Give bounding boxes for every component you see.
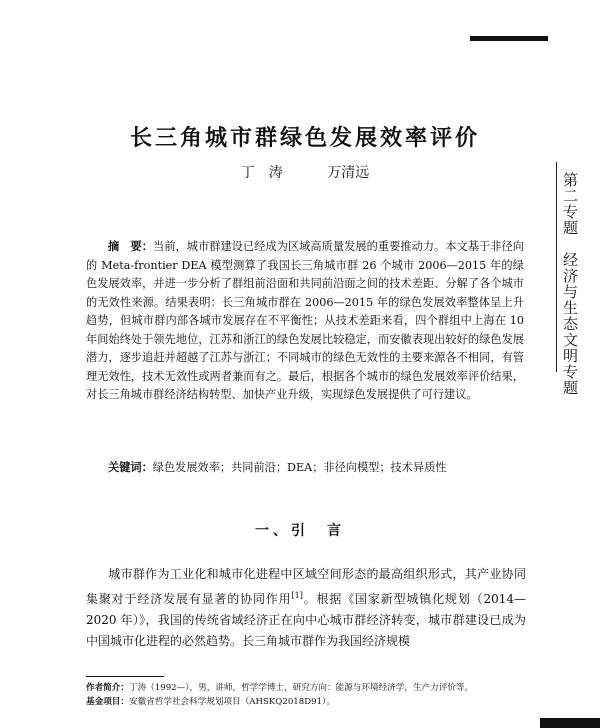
footnote-label: 基金项目： (86, 697, 129, 707)
footnote-text: 丁涛（1992—），男，讲师，哲学学博士，研究方向：能源与环境经济学，生产力评价等。 (128, 683, 474, 693)
footnote-author (86, 681, 526, 695)
header-rule (470, 36, 548, 41)
footnote-fund (86, 695, 526, 709)
keywords (108, 459, 528, 477)
side-divider (556, 162, 557, 372)
body-text: 城市群作为工业化和城市化进程中区域空间形态的最高组织形式，其产业协同集聚对于经济发展有显著的协同作用 (86, 567, 526, 606)
abstract (86, 238, 524, 405)
keywords-label: 关键词： (108, 461, 153, 474)
footnote-text: 安徽省哲学社会科学规划项目（AHSKQ2018D91）。 (128, 697, 335, 707)
section-heading: 一、引 言 (255, 523, 345, 539)
paper-title: 长三角城市群绿色发展效率评价 (129, 126, 480, 151)
body-text: 。根据《国家新型城镇化规划（2014—2020 年）》，我国的传统省域经济正在向中心城市群经济转变，城市群建设已成为中国城市化进程的必然趋势。长三角城市群作为我国经济规模 (86, 592, 526, 648)
author-name: 丁 涛 (240, 165, 283, 181)
page-corner-mark (540, 718, 600, 728)
footnotes (86, 681, 526, 709)
keywords-text: 绿色发展效率；共同前沿；DEA；非径向模型；技术异质性 (152, 461, 447, 474)
abstract-label: 摘 要： (108, 240, 154, 253)
column-label: 第二专题 经济与生态文明专题 (561, 172, 579, 396)
footnote-label: 作者简介： (86, 683, 129, 693)
abstract-text: 当前，城市群建设已经成为区域高质量发展的重要推动力。本文基于非径向的 Meta-frontier DEA 模型测算了我国长三角城市群 26 个城市 2006—2015 年的绿色发展效率，并进一步分析了群组前沿面和共同前沿面之间的技术差距、分解了各个城市的无效性来源。结果表明：长三角城市群在 2006—2015 年的绿色发展效率整体呈上升趋势，但城市群内部各城市发展存在不平衡性；从技术差距来看，四个群组中上海在 10 年间始终处于领先地位，江苏和浙江的绿色发展比较稳定，而安徽表现出较好的绿色发展潜力，逐步追赶并超越了江苏与浙江；不同城市的绿色无效性的主要来源各不相同，有管理无效性，技术无效性或两者兼而有之。最后，根据各个城市的绿色发展效率评价结果，对长三角城市群经济结构转型、加快产业升级，实现绿色发展提供了可行建议。 (86, 240, 524, 401)
footnote-divider (86, 676, 164, 677)
body-paragraph (86, 564, 526, 652)
citation-marker: [1] (291, 591, 303, 600)
author-line (70, 162, 540, 182)
author-name: 万清远 (327, 165, 370, 181)
